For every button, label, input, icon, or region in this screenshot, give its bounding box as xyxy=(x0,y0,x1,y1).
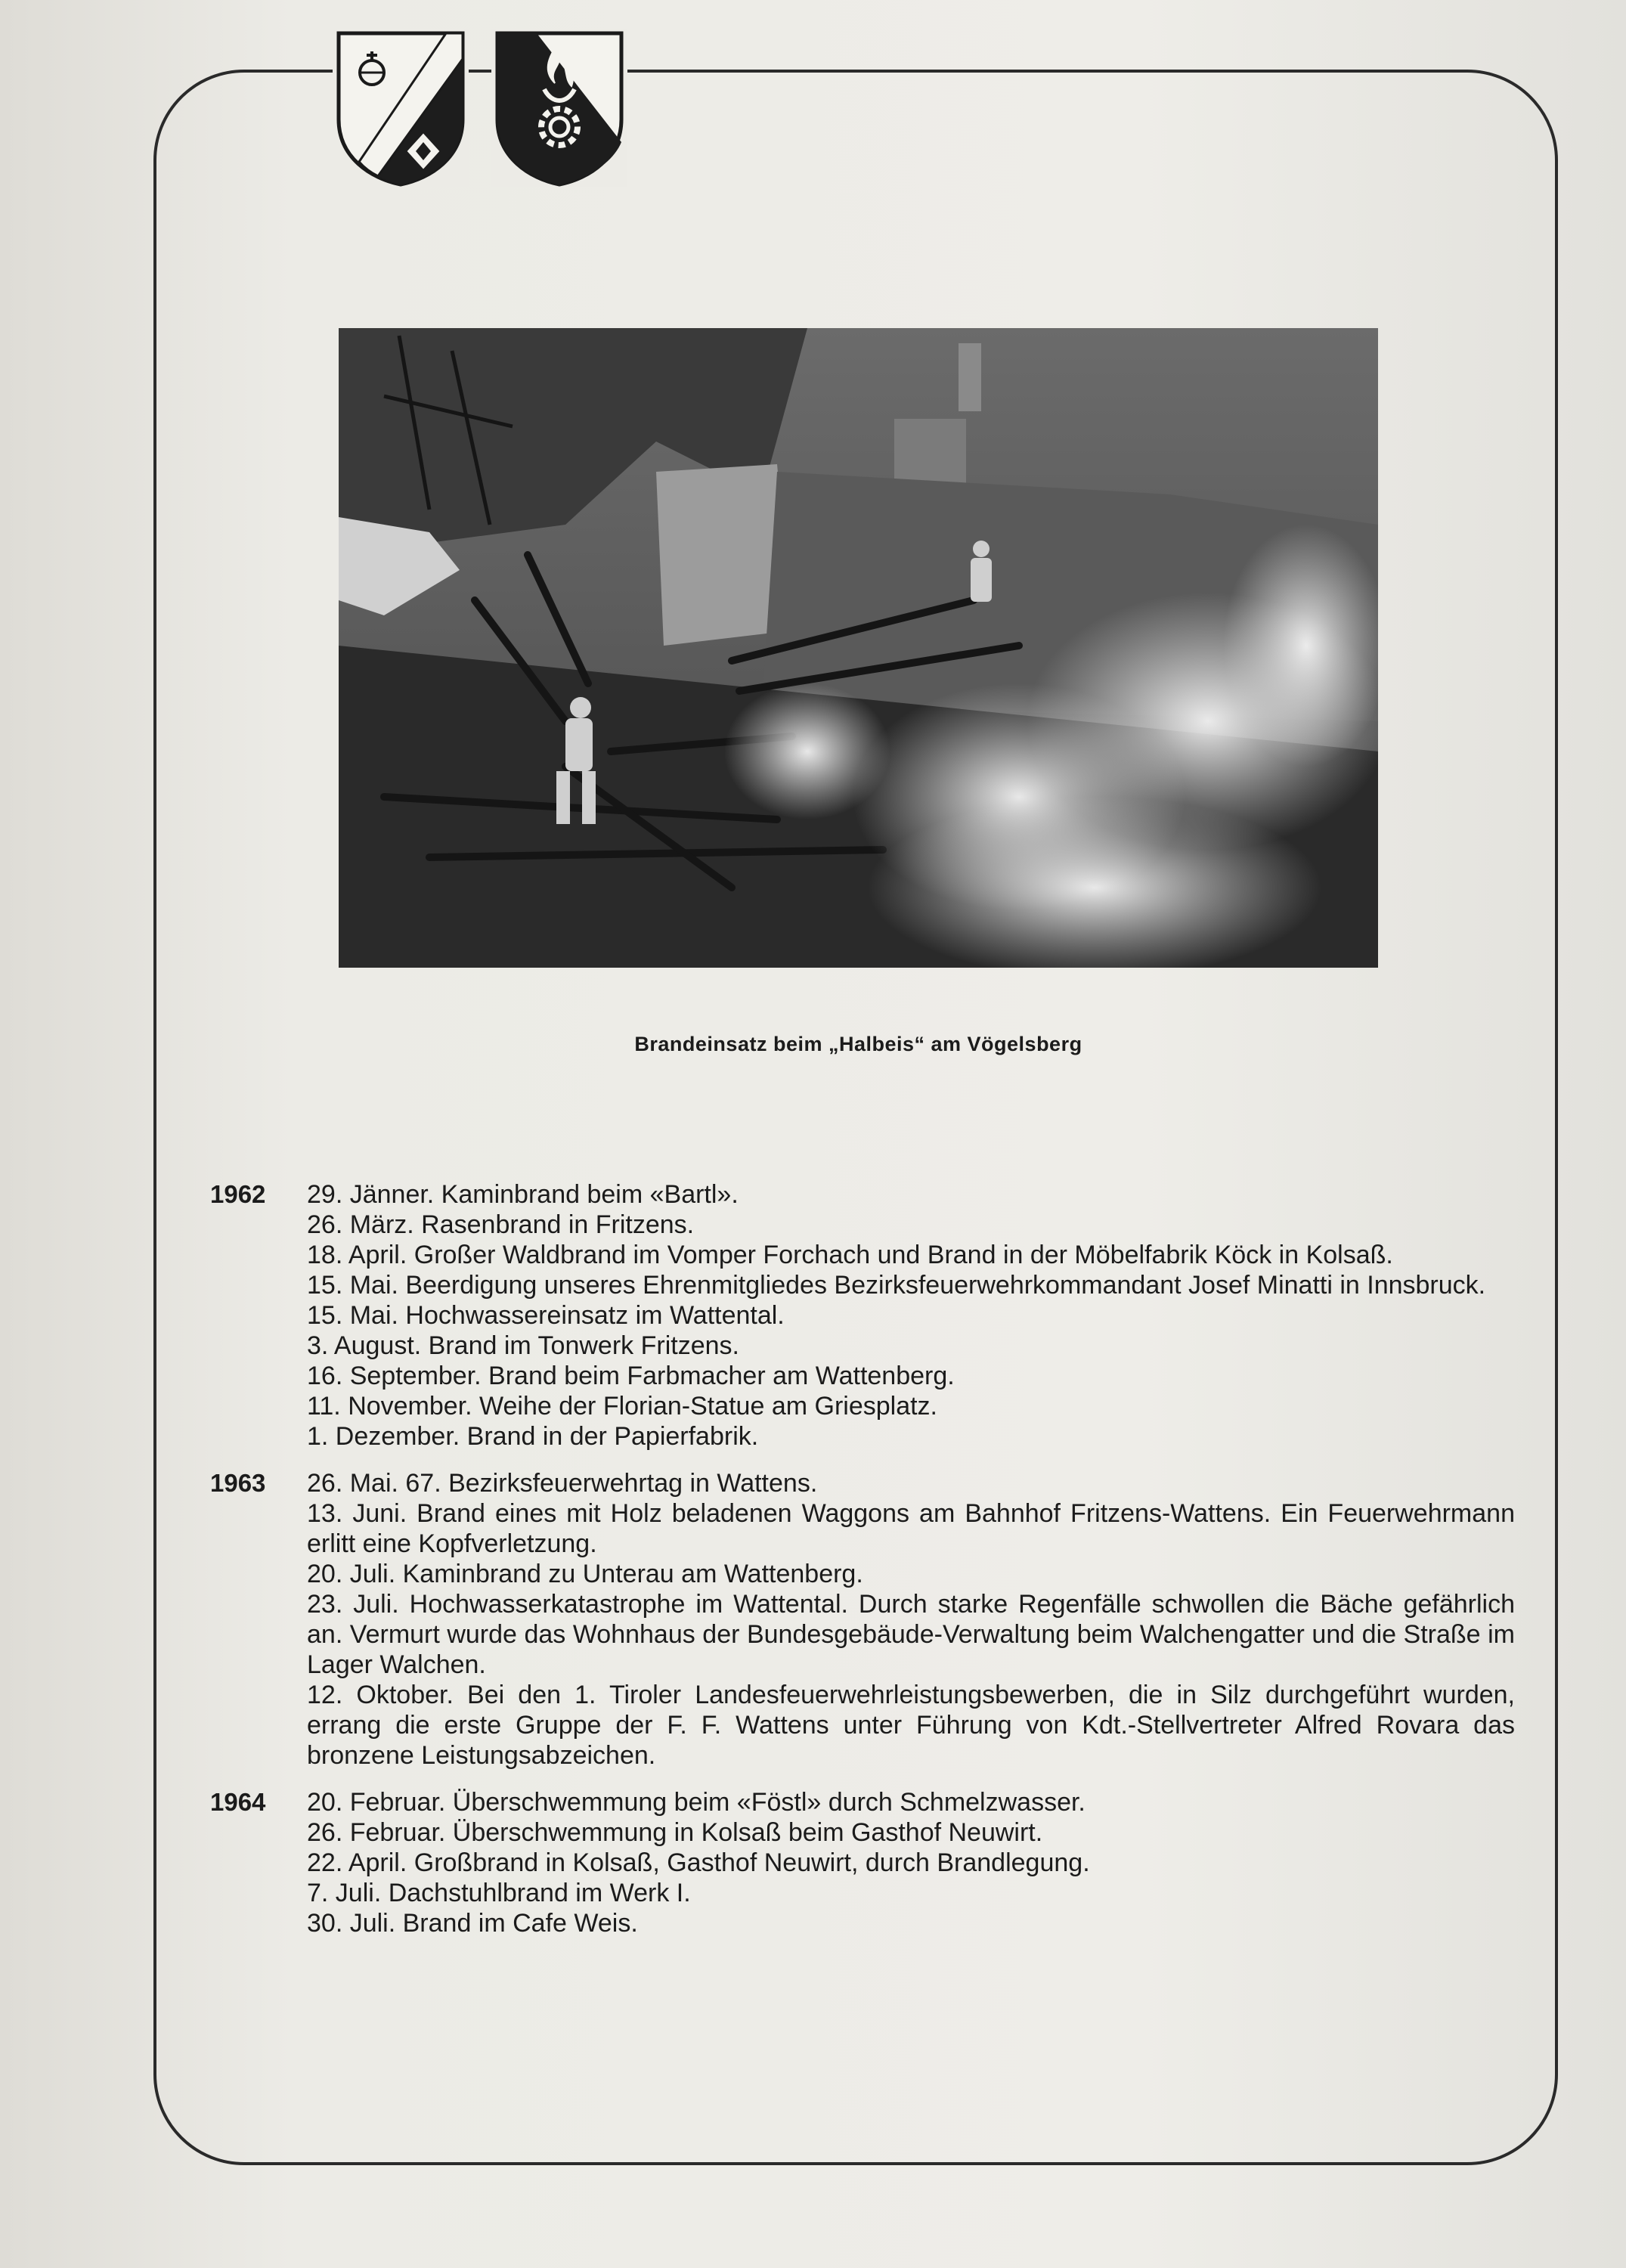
chronicle-entry: 3. August. Brand im Tonwerk Fritzens. xyxy=(307,1331,739,1360)
chronicle-entry: 12. Oktober. Bei den 1. Tiroler Landesfeuerwehrleistungsbewerben, die in Silz durchgeführt wurden, errang die erste Gruppe der F. F. Wattens unter Führung von Kdt.-Stellvertreter Alfred Rovara das bronzene Leistungsabzeichen. xyxy=(307,1681,1515,1770)
chronicle-entry: 15. Mai. Beerdigung unseres Ehrenmitgliedes Bezirksfeuerwehrkommandant Josef Minatti in Innsbruck. xyxy=(307,1271,1486,1300)
chronicle-entry: 26. Februar. Überschwemmung in Kolsaß beim Gasthof Neuwirt. xyxy=(307,1818,1043,1847)
year-block xyxy=(210,1179,1518,1452)
coat-of-arms-flame-gear-icon xyxy=(491,29,627,187)
coat-of-arms-orb-icon xyxy=(333,29,469,187)
chronicle-entry: 22. April. Großbrand in Kolsaß, Gasthof Neuwirt, durch Brandlegung. xyxy=(307,1848,1090,1877)
entry-list xyxy=(307,1787,1515,1938)
chronicle-entry: 1. Dezember. Brand in der Papierfabrik. xyxy=(307,1422,759,1451)
entry-list xyxy=(307,1179,1515,1452)
year-block xyxy=(210,1787,1518,1938)
chronicle-entry: 13. Juni. Brand eines mit Holz beladenen Waggons am Bahnhof Fritzens-Wattens. Ein Feuerwehrmann erlitt eine Kopfverletzung. xyxy=(307,1499,1515,1558)
chronicle-entry: 16. September. Brand beim Farbmacher am Wattenberg. xyxy=(307,1362,955,1390)
chronicle-entry: 26. März. Rasenbrand in Fritzens. xyxy=(307,1210,695,1239)
year-label: 1962 xyxy=(210,1180,266,1208)
chronicle-entry: 7. Juli. Dachstuhlbrand im Werk I. xyxy=(307,1879,691,1907)
fire-ruins-photo xyxy=(339,328,1378,968)
chronicle-entry: 29. Jänner. Kaminbrand beim «Bartl». xyxy=(307,1180,739,1209)
chronicle-entry: 26. Mai. 67. Bezirksfeuerwehrtag in Wattens. xyxy=(307,1469,818,1498)
chronicle-entry: 18. April. Großer Waldbrand im Vomper Forchach und Brand in der Möbelfabrik Köck in Kolsaß. xyxy=(307,1241,1393,1269)
chronicle-entry: 11. November. Weihe der Florian-Statue am Griesplatz. xyxy=(307,1392,937,1421)
year-block xyxy=(210,1468,1518,1771)
year-label: 1963 xyxy=(210,1469,266,1497)
chronicle-entry: 20. Februar. Überschwemmung beim «Föstl» durch Schmelzwasser. xyxy=(307,1788,1086,1817)
chronicle-list xyxy=(210,1179,1518,1955)
photo-caption: Brandeinsatz beim „Halbeis“ am Vögelsberg xyxy=(634,1033,1082,1055)
entry-list xyxy=(307,1468,1515,1771)
chronicle-entry: 30. Juli. Brand im Cafe Weis. xyxy=(307,1909,638,1938)
chronicle-entry: 23. Juli. Hochwasserkatastrophe im Wattental. Durch starke Regenfälle schwollen die Bäche gefährlich an. Vermurt wurde das Wohnhaus der Bundesgebäude-Verwaltung beim Walchengatter und die Straße im Lager Walchen. xyxy=(307,1590,1515,1679)
chronicle-entry: 15. Mai. Hochwassereinsatz im Wattental. xyxy=(307,1301,785,1330)
chronicle-entry: 20. Juli. Kaminbrand zu Unterau am Wattenberg. xyxy=(307,1560,863,1588)
year-label: 1964 xyxy=(210,1788,266,1816)
